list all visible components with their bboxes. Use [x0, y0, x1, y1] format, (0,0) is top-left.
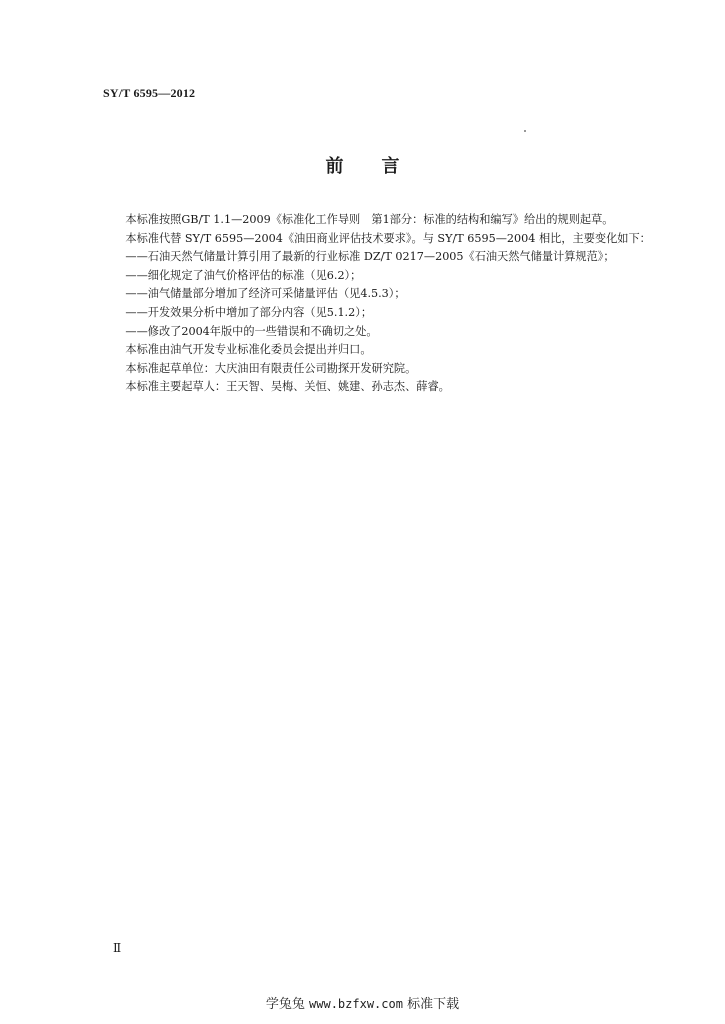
paragraph-drafting-unit: 本标准起草单位：大庆油田有限责任公司勘探开发研究院。: [125, 361, 417, 375]
paragraph-drafters: 本标准主要起草人：王天智、吴梅、关恒、姚建、孙志杰、薛睿。: [125, 380, 450, 394]
footer-suffix: 标准下载: [407, 997, 460, 1012]
paragraph-replacement: 本标准代替 SY/T 6595—2004《油田商业评估技术要求》。与 SY/T 6595—2004 相比，主要变化如下：: [125, 231, 651, 245]
title-char-2: 言: [381, 156, 400, 177]
footer-prefix: 学兔兔: [265, 997, 305, 1012]
footer-watermark: [0, 993, 725, 1012]
change-item: ——细化规定了油气价格评估的标准（见6.2）；: [125, 268, 362, 282]
change-item: ——开发效果分析中增加了部分内容（见5.1.2）；: [125, 305, 373, 319]
change-item: ——油气储量部分增加了经济可采储量评估（见4.5.3）；: [125, 287, 406, 301]
footer-url[interactable]: www.bzfxw.com: [309, 997, 403, 1011]
foreword-body: [103, 211, 673, 397]
section-title: [0, 152, 725, 178]
scan-speck: [524, 130, 526, 132]
standard-code: SY/T 6595—2012: [103, 86, 196, 100]
paragraph-committee: 本标准由油气开发专业标准化委员会提出并归口。: [125, 343, 372, 357]
change-item: ——石油天然气储量计算引用了最新的行业标准 DZ/T 0217—2005《石油天然气储量计算规范》；: [125, 250, 615, 264]
page-number: Ⅱ: [113, 941, 122, 955]
paragraph-drafting-rules: 本标准按照GB/T 1.1—2009《标准化工作导则 第1部分：标准的结构和编写》给出的规则起草。: [125, 213, 614, 226]
change-item: ——修改了2004年版中的一些错误和不确切之处。: [125, 324, 378, 338]
title-char-1: 前: [325, 156, 344, 177]
